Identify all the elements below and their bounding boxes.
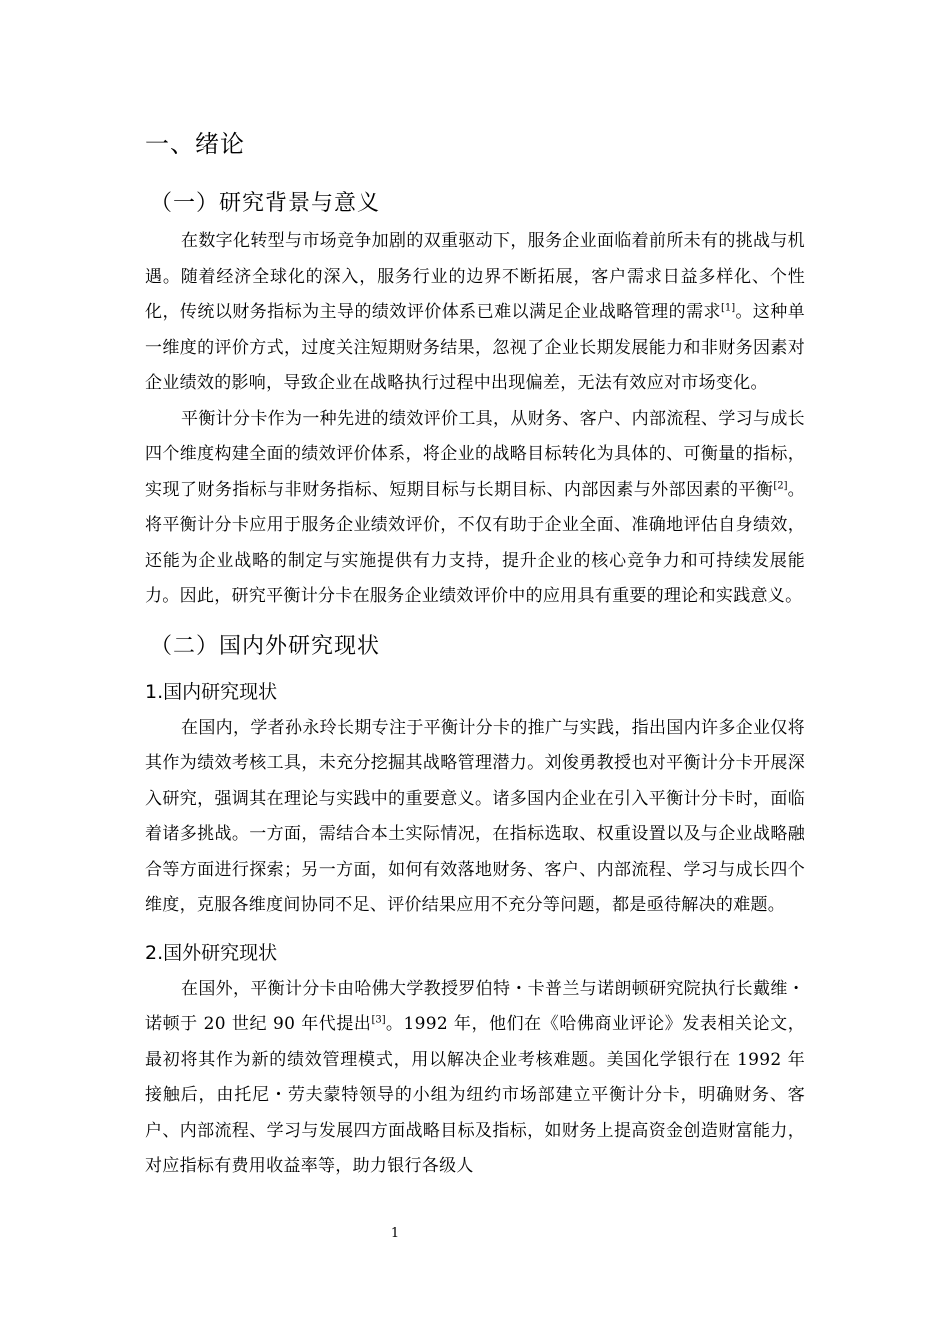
paragraph-text: 。将平衡计分卡应用于服务企业绩效评价，不仅有助于企业全面、准确地评估自身绩效，还能为企业战略的制定与实施提供有力支持，提升企业的核心竞争力和可持续发展能力。因此，研究平衡计分卡在服务企业绩效评价中的应用具有重要的理论和实践意义。 xyxy=(145,479,805,606)
citation-ref-1: [1] xyxy=(721,302,736,314)
section-heading-research-status: （二）国内外研究现状 xyxy=(150,633,381,659)
paragraph-background-2 xyxy=(145,402,805,615)
paragraph-text: 。1992 年，他们在《哈佛商业评论》发表相关论文，最初将其作为新的绩效管理模式，用以解决企业考核难题。美国化学银行在 1992 年接触后，由托尼・劳夫蒙特领导的小组为纽约市场部建立平衡计分卡，明确财务、客户、内部流程、学习与发展四方面战略目标及指标，如财务上提高资金创造财富能力，对应指标有费用收益率等，助力银行各级人 xyxy=(145,1014,805,1176)
paragraph-domestic: 在国内，学者孙永玲长期专注于平衡计分卡的推广与实践，指出国内许多企业仅将其作为绩效考核工具，未充分挖掘其战略管理潜力。刘俊勇教授也对平衡计分卡开展深入研究，强调其在理论与实践中的重要意义。诸多国内企业在引入平衡计分卡时，面临着诸多挑战。一方面，需结合本土实际情况，在指标选取、权重设置以及与企业战略融合等方面进行探索；另一方面，如何有效落地财务、客户、内部流程、学习与成长四个维度，克服各维度间协同不足、评价结果应用不充分等问题，都是亟待解决的难题。 xyxy=(145,717,805,915)
subsection-heading-foreign: 2.国外研究现状 xyxy=(145,941,278,964)
paragraph-text: 在数字化转型与市场竞争加剧的双重驱动下，服务企业面临着前所未有的挑战与机遇。随着经济全球化的深入，服务行业的边界不断拓展，客户需求日益多样化、个性化，传统以财务指标为主导的绩效评价体系已难以满足企业战略管理的需求 xyxy=(145,231,805,322)
paragraph-foreign xyxy=(145,972,805,1185)
document-body xyxy=(145,124,805,1185)
section-heading-background: （一）研究背景与意义 xyxy=(150,191,381,216)
citation-ref-2: [2] xyxy=(773,479,788,491)
page-number: 1 xyxy=(390,1226,400,1241)
subsection-heading-domestic: 1.国内研究现状 xyxy=(145,680,278,703)
paragraph-background-1 xyxy=(145,224,805,402)
chapter-heading: 一、绪论 xyxy=(145,130,245,158)
citation-ref-3: [3] xyxy=(371,1014,386,1026)
paragraph-text: 。这种单一维度的评价方式，过度关注短期财务结果，忽视了企业长期发展能力和非财务因素对企业绩效的影响，导致企业在战略执行过程中出现偏差，无法有效应对市场变化。 xyxy=(145,302,805,393)
paragraph-text: 平衡计分卡作为一种先进的绩效评价工具，从财务、客户、内部流程、学习与成长四个维度构建全面的绩效评价体系，将企业的战略目标转化为具体的、可衡量的指标，实现了财务指标与非财务指标、短期目标与长期目标、内部因素与外部因素的平衡 xyxy=(145,408,805,500)
paragraph-text: 在国外，平衡计分卡由哈佛大学教授罗伯特・卡普兰与诺朗顿研究院执行长戴维・诺顿于 20 世纪 90 年代提出 xyxy=(145,978,805,1034)
